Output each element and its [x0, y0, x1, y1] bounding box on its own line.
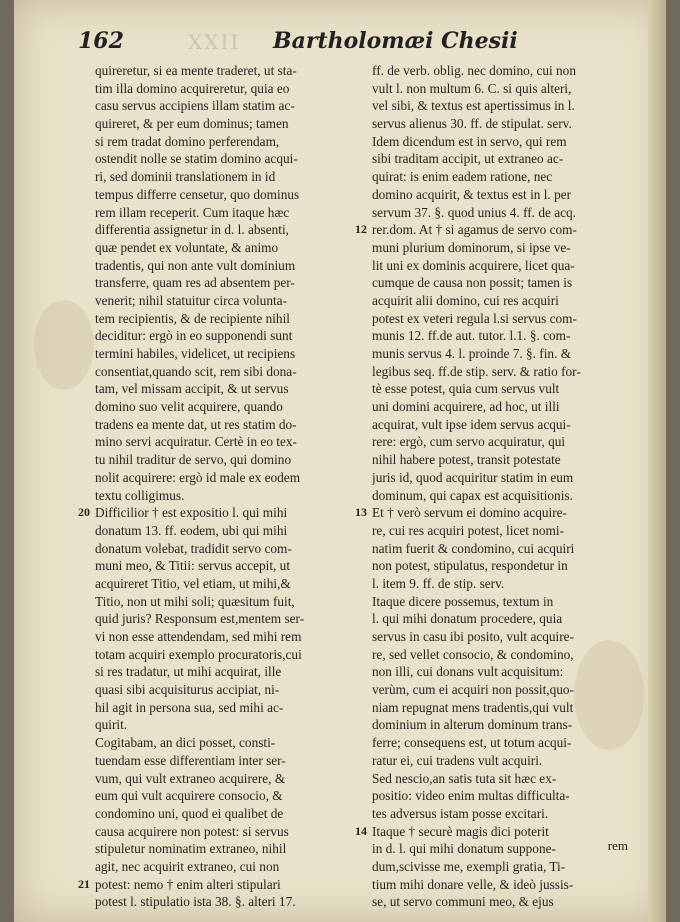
line-text: se, ut servo communi meo, & ejus	[372, 894, 554, 910]
text-line	[372, 557, 624, 575]
line-text: donatum volebat, tradidit servo com-	[95, 540, 292, 556]
text-line	[372, 699, 624, 717]
line-text: tes adversus istam posse excitari.	[372, 805, 549, 821]
line-text: positio: video enim multas difficulta-	[372, 788, 570, 804]
line-text: tempus differre censetur, quo dominus	[95, 186, 300, 202]
text-line	[95, 451, 353, 469]
line-text: deciditur: ergò in eo supponendi sunt	[95, 328, 293, 344]
text-line	[95, 557, 353, 575]
text-line	[372, 469, 624, 487]
line-text: munis 12. ff.de aut. tutor. l.1. §. com-	[372, 328, 571, 344]
text-line	[95, 540, 353, 558]
text-line	[95, 380, 353, 398]
running-head: Bartholomæi Chesii	[273, 28, 518, 54]
line-text: re, sed vellet consocio, & condomino,	[372, 646, 574, 662]
text-line	[95, 699, 353, 717]
left-text-column	[78, 62, 353, 911]
line-text: domino suo velit acquirere, quando	[95, 399, 283, 415]
marginal-number: 13	[355, 505, 367, 520]
line-text: si rem tradat domino perferendam,	[95, 133, 280, 149]
text-line	[95, 787, 353, 805]
line-text: l. item 9. ff. de stip. serv.	[372, 575, 505, 591]
line-text: quæ pendet ex voluntate, & animo	[95, 239, 279, 255]
text-line	[95, 858, 353, 876]
line-text: Idem dicendum est in servo, qui rem	[372, 133, 567, 149]
text-line	[95, 398, 353, 416]
text-line	[372, 646, 624, 664]
text-line	[95, 610, 353, 628]
line-text: Sed nescio,an satis tuta sit hæc ex-	[372, 770, 557, 786]
text-line	[95, 221, 353, 239]
text-line	[372, 327, 624, 345]
marginal-number: 14	[355, 823, 367, 838]
line-text: acquireret Titio, vel etiam, ut mihi,&	[95, 575, 291, 591]
text-line	[95, 204, 353, 222]
text-line	[95, 97, 353, 115]
line-text: quireret, & per eum dominus; tamen	[95, 116, 289, 132]
line-text: transferre, quam res ad absentem per-	[95, 275, 295, 291]
line-text: ferre; consequens est, ut totum acqui-	[372, 735, 572, 751]
text-line	[372, 168, 624, 186]
line-text: Titio, non ut mihi soli; quæsitum fuit,	[95, 593, 295, 609]
bleed-through-title: XXII	[188, 30, 241, 54]
text-line	[95, 840, 353, 858]
marginal-number: 21	[78, 876, 90, 891]
line-text: textu colligimus.	[95, 487, 185, 503]
line-text: ri, sed dominii translationem in id	[95, 169, 276, 185]
line-text: vel sibi, & textus est apertissimus in l.	[372, 98, 575, 114]
text-line	[95, 893, 353, 911]
line-text: potest l. stipulatio ista 38. §. alteri 17.	[95, 894, 296, 910]
text-line	[95, 239, 353, 257]
text-line	[372, 575, 624, 593]
marginal-number: 12	[355, 222, 367, 237]
text-line	[372, 292, 624, 310]
line-text: muni meo, & Titii: servus accepit, ut	[95, 558, 291, 574]
line-text: juris id, quod acquiritur statim in eum	[372, 469, 574, 485]
line-text: quireretur, si ea mente traderet, ut sta-	[95, 63, 297, 78]
text-line	[372, 770, 624, 788]
text-line	[95, 345, 353, 363]
text-line	[95, 522, 353, 540]
line-text: verùm, cum ei acquiri non possit,quo-	[372, 682, 574, 698]
text-line	[372, 239, 624, 257]
line-text: non potest, stipulatus, respondetur in	[372, 558, 568, 574]
text-line	[372, 787, 624, 805]
text-line	[372, 62, 624, 80]
line-text: eum qui vult acquirere consocio, &	[95, 788, 283, 804]
text-line	[95, 274, 353, 292]
text-line	[372, 858, 624, 876]
line-text: tradens ea mente dat, ut res statim do-	[95, 416, 297, 432]
right-text-column	[355, 62, 624, 911]
text-line	[95, 805, 353, 823]
line-text: dum,scivisse me, exempli gratia, Ti-	[372, 858, 566, 874]
line-text: causa acquirere non potest: si servus	[95, 823, 289, 839]
line-text: quasi sibi acquisiturus accipiat, ni-	[95, 682, 280, 698]
text-line	[372, 893, 624, 911]
text-line	[372, 398, 624, 416]
line-text: cumque de causa non possit; tamen is	[372, 275, 573, 291]
text-line	[372, 80, 624, 98]
line-text: potest ex veteri regula l.si servus com-	[372, 310, 577, 326]
text-line	[95, 168, 353, 186]
line-text: ostendit nolle se statim domino acqui-	[95, 151, 298, 167]
line-text: tium mihi donare velle, & ideò jussis-	[372, 876, 574, 892]
line-text: tam, vel missam accipit, & ut servus	[95, 381, 289, 397]
text-line	[95, 469, 353, 487]
line-text: vi non esse attendendam, sed mihi rem	[95, 629, 302, 644]
line-text: natim fuerit & condomino, cui acquiri	[372, 540, 575, 556]
line-text: re, cui res acquiri potest, licet nomi-	[372, 522, 564, 538]
line-text: agit, nec acquirit extraneo, cui non	[95, 858, 280, 874]
text-line	[355, 221, 624, 239]
text-line	[372, 274, 624, 292]
line-text: dominium in alterum dominum trans-	[372, 717, 573, 733]
text-line	[372, 840, 624, 858]
text-line	[372, 363, 624, 381]
line-text: rem illam receperit. Cum itaque hæc	[95, 204, 290, 220]
line-text: Cogitabam, an dici posset, consti-	[95, 735, 276, 751]
text-line	[355, 823, 624, 841]
text-line	[372, 610, 624, 628]
text-line	[95, 133, 353, 151]
line-text: servum 37. §. quod unius 4. ff. de acq.	[372, 204, 576, 220]
line-text: rere: ergò, cum servo acquiratur, qui	[372, 434, 566, 450]
line-text: tu nihil traditur de servo, qui domino	[95, 452, 292, 468]
text-line	[95, 115, 353, 133]
line-text: tem recipientis, & de recipiente nihil	[95, 310, 290, 326]
text-line	[372, 734, 624, 752]
text-line	[95, 681, 353, 699]
line-text: munis servus 4. l. proinde 7. §. fin. &	[372, 346, 572, 361]
text-line	[95, 770, 353, 788]
text-line	[372, 115, 624, 133]
line-text: differentia assignetur in d. l. absenti,	[95, 222, 289, 238]
line-text: consentiat,quando scit, rem sibi dona-	[95, 363, 297, 379]
line-text: quirat: is enim eadem ratione, nec	[372, 169, 553, 185]
text-line	[95, 575, 353, 593]
text-line	[372, 345, 624, 363]
line-text: totam acquiri exemplo procuratoris,cui	[95, 646, 302, 662]
line-text: vult l. non multum 6. C. si quis alteri,	[372, 80, 572, 96]
text-line	[372, 540, 624, 558]
line-text: mino servi acquiratur. Certè in eo tex-	[95, 434, 297, 450]
catchword: rem	[607, 838, 628, 853]
text-line	[372, 752, 624, 770]
text-line	[372, 186, 624, 204]
text-line	[95, 663, 353, 681]
text-line	[372, 522, 624, 540]
text-line	[372, 681, 624, 699]
text-line	[372, 593, 624, 611]
text-line	[372, 150, 624, 168]
line-text: tè esse potest, quia cum servus vult	[372, 381, 560, 397]
line-text: Itaque dicere possemus, textum in	[372, 593, 554, 609]
text-line	[372, 433, 624, 451]
line-text: acquirat, vult ipse idem servus acqui-	[372, 416, 571, 432]
line-text: Et † verò servum ei domino acquire-	[372, 505, 567, 521]
line-text: niam repugnat mens tradentis,qui vult	[372, 699, 574, 715]
text-line	[95, 292, 353, 310]
text-line	[355, 504, 624, 522]
text-line	[372, 716, 624, 734]
text-line	[95, 646, 353, 664]
line-text: condomino uni, quod ei qualibet de	[95, 805, 284, 821]
line-text: vum, qui vult extraneo acquirere, &	[95, 770, 286, 786]
line-text: venerit; nihil statuitur circa volunta-	[95, 292, 288, 308]
text-line	[372, 487, 624, 505]
line-text: ratur ei, cui tradens vult acquiri.	[372, 752, 543, 768]
text-line	[95, 416, 353, 434]
line-text: nihil habere potest, transit potestate	[372, 452, 561, 468]
text-line	[95, 734, 353, 752]
text-line	[372, 204, 624, 222]
text-line	[95, 363, 353, 381]
line-text: legibus seq. ff.de stip. serv. & ratio for-	[372, 363, 581, 379]
text-line	[78, 504, 353, 522]
line-text: quid juris? Responsum est,mentem ser-	[95, 611, 305, 627]
line-text: l. qui mihi donatum procedere, quia	[372, 611, 563, 627]
line-text: si res tradatur, ut mihi acquirat, ille	[95, 664, 282, 680]
page-number: 162	[78, 28, 124, 54]
line-text: Difficilior † est expositio l. qui mihi	[95, 505, 288, 521]
page-stain	[34, 300, 94, 390]
text-line	[95, 823, 353, 841]
page-edge	[648, 0, 666, 922]
text-line	[372, 257, 624, 275]
line-text: stipuletur nominatim extraneo, nihil	[95, 841, 287, 857]
line-text: tradentis, qui non ante vult dominium	[95, 257, 296, 273]
page-header	[78, 28, 640, 62]
text-line	[95, 487, 353, 505]
text-line	[372, 876, 624, 894]
line-text: nolit acquirere: ergò id male ex eodem	[95, 469, 301, 485]
line-text: rer.dom. At † si agamus de servo com-	[372, 222, 577, 238]
line-text: non illi, cui donans vult acquisitum:	[372, 664, 564, 680]
text-line	[95, 257, 353, 275]
marginal-number: 20	[78, 505, 90, 520]
line-text: donatum 13. ff. eodem, ubi qui mihi	[95, 522, 288, 538]
line-text: domino acquirit, & textus est in l. per	[372, 186, 572, 202]
line-text: casu servus accipiens illam statim ac-	[95, 98, 295, 114]
text-line	[372, 416, 624, 434]
text-line	[95, 628, 353, 646]
text-line	[95, 433, 353, 451]
line-text: servus alienus 30. ff. de stipulat. serv.	[372, 116, 572, 132]
text-line	[372, 663, 624, 681]
text-line	[372, 628, 624, 646]
line-text: uni domini acquirere, ad hoc, ut illi	[372, 399, 560, 415]
text-line	[95, 716, 353, 734]
line-text: lit uni ex dominis acquirere, licet qua-	[372, 257, 575, 273]
line-text: tim illa domino acquireretur, quia eo	[95, 80, 290, 96]
text-line	[95, 310, 353, 328]
line-text: Itaque † securè magis dici poterit	[372, 823, 549, 839]
text-line	[372, 451, 624, 469]
text-line	[372, 380, 624, 398]
text-line	[95, 186, 353, 204]
text-line	[95, 593, 353, 611]
text-line	[95, 62, 353, 80]
line-text: termini habiles, videlicet, ut recipiens	[95, 346, 296, 361]
line-text: tuendam esse differentiam inter ser-	[95, 752, 286, 768]
line-text: ff. de verb. oblig. nec domino, cui non	[372, 63, 576, 78]
line-text: acquirit alii domino, cui res acquiri	[372, 292, 559, 308]
text-line	[372, 805, 624, 823]
text-line	[372, 97, 624, 115]
line-text: dominum, qui capax est acquisitionis.	[372, 487, 573, 503]
line-text: muni plurium dominorum, si ipse ve-	[372, 239, 571, 255]
line-text: potest: nemo † enim alteri stipulari	[95, 876, 281, 892]
text-line	[95, 150, 353, 168]
line-text: in d. l. qui mihi donatum suppone-	[372, 841, 556, 857]
text-line	[372, 310, 624, 328]
text-line	[95, 752, 353, 770]
line-text: sibi traditam accipit, ut extraneo ac-	[372, 151, 564, 167]
text-line	[372, 133, 624, 151]
line-text: servus in casu ibi posito, vult acquire-	[372, 629, 574, 644]
line-text: quirit.	[95, 717, 128, 733]
text-line	[95, 80, 353, 98]
line-text: hil agit in persona sua, sed mihi ac-	[95, 699, 284, 715]
text-line	[78, 876, 353, 894]
text-line	[95, 327, 353, 345]
